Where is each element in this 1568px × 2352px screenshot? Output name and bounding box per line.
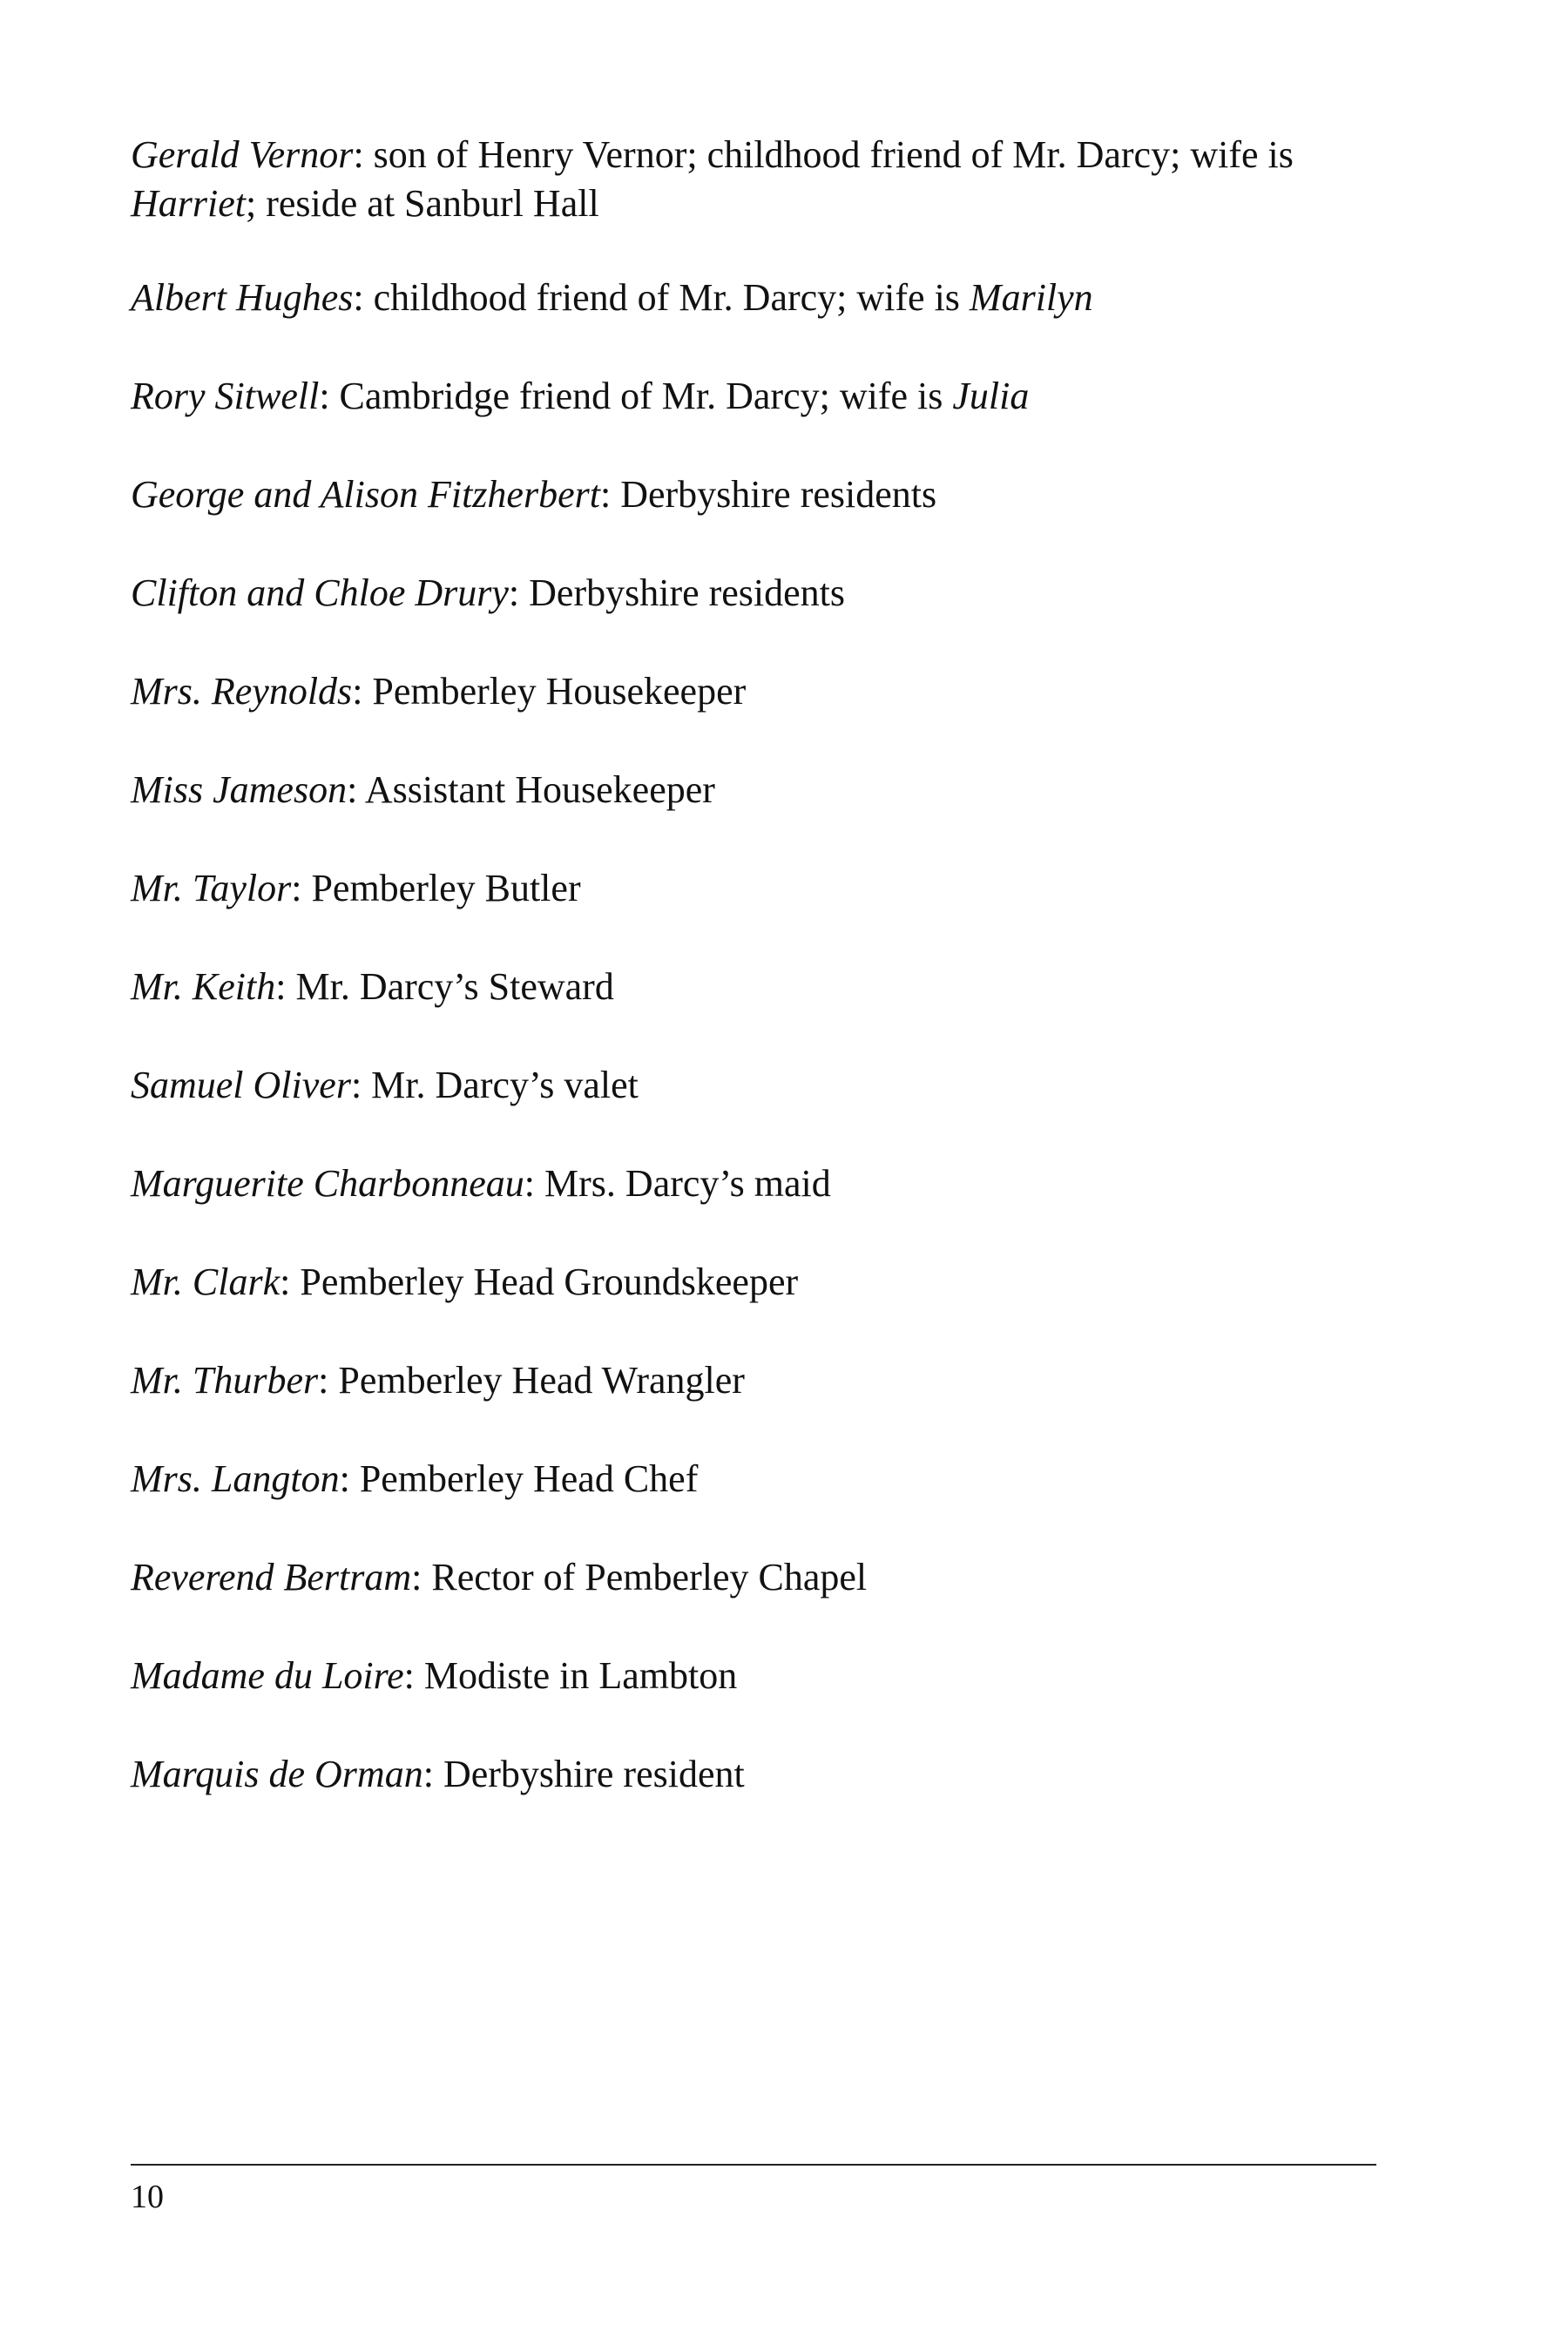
character-name: Mr. Thurber (131, 1359, 319, 1402)
character-name: Gerald Vernor (131, 133, 354, 176)
spouse-name: Marilyn (969, 276, 1093, 319)
character-description: childhood friend of Mr. Darcy; wife is (373, 276, 970, 319)
character-entry (131, 1553, 1376, 1602)
character-description: Modiste in Lambton (423, 1654, 738, 1697)
character-description-tail: ; reside at Sanburl Hall (246, 182, 599, 225)
character-entry (131, 1356, 1376, 1405)
character-name: Reverend Bertram (131, 1556, 412, 1598)
character-name: Marquis de Orman (131, 1753, 423, 1795)
character-name: Madame du Loire (131, 1654, 404, 1697)
separator: : (599, 473, 621, 516)
character-description: Cambridge friend of Mr. Darcy; wife is (339, 375, 953, 417)
character-description: Derbyshire residents (620, 473, 937, 516)
character-description: Assistant Housekeeper (364, 768, 715, 811)
character-name: Mr. Clark (131, 1260, 280, 1303)
separator: : (275, 965, 296, 1008)
character-description: Mr. Darcy’s valet (371, 1064, 639, 1106)
separator: : (350, 1064, 372, 1106)
separator: : (280, 1260, 301, 1303)
character-name: Samuel Oliver (131, 1064, 351, 1106)
character-name: Marguerite Charbonneau (131, 1162, 524, 1205)
character-entry (131, 963, 1376, 1011)
separator: : (319, 375, 340, 417)
character-name: Mr. Taylor (131, 867, 292, 909)
character-entry (131, 1652, 1376, 1700)
character-list (131, 131, 1376, 1848)
character-description: Pemberley Head Groundskeeper (300, 1260, 799, 1303)
separator: : (508, 571, 530, 614)
character-entry (131, 1455, 1376, 1504)
character-entry (131, 766, 1376, 814)
character-entry (131, 1159, 1376, 1208)
character-name: Clifton and Chloe Drury (131, 571, 509, 614)
character-name: George and Alison Fitzherbert (131, 473, 600, 516)
character-name: Mr. Keith (131, 965, 276, 1008)
character-description: son of Henry Vernor; childhood friend of Mr. Darcy; wife is (373, 133, 1294, 176)
character-description: Pemberley Head Chef (359, 1457, 699, 1500)
character-description: Pemberley Head Wrangler (338, 1359, 745, 1402)
separator: : (291, 867, 312, 909)
character-description: Mr. Darcy’s Steward (295, 965, 614, 1008)
separator: : (347, 768, 365, 811)
character-description: Pemberley Butler (311, 867, 581, 909)
separator: : (411, 1556, 432, 1598)
separator: : (352, 670, 373, 713)
separator: : (353, 276, 374, 319)
separator: : (339, 1457, 360, 1500)
character-description: Derbyshire resident (443, 1753, 745, 1795)
character-entry (131, 131, 1376, 228)
character-entry (131, 864, 1376, 913)
character-entry (131, 1750, 1376, 1799)
character-entry (131, 274, 1376, 322)
character-entry (131, 1061, 1376, 1110)
character-entry (131, 569, 1376, 618)
separator: : (318, 1359, 339, 1402)
separator: : (422, 1753, 443, 1795)
spouse-name: Julia (952, 375, 1030, 417)
character-name: Miss Jameson (131, 768, 348, 811)
footer-rule (131, 2164, 1376, 2166)
separator: : (403, 1654, 424, 1697)
character-entry (131, 1258, 1376, 1307)
character-description: Rector of Pemberley Chapel (431, 1556, 868, 1598)
page-number: 10 (131, 2179, 164, 2215)
character-name: Mrs. Reynolds (131, 670, 353, 713)
character-description: Derbyshire residents (529, 571, 846, 614)
character-entry (131, 470, 1376, 519)
character-description: Mrs. Darcy’s maid (544, 1162, 831, 1205)
character-entry (131, 667, 1376, 716)
separator: : (353, 133, 374, 176)
character-entry (131, 372, 1376, 421)
character-description: Pemberley Housekeeper (372, 670, 747, 713)
character-name: Rory Sitwell (131, 375, 320, 417)
separator: : (524, 1162, 545, 1205)
character-name: Mrs. Langton (131, 1457, 340, 1500)
character-name: Albert Hughes (131, 276, 354, 319)
spouse-name: Harriet (131, 182, 246, 225)
